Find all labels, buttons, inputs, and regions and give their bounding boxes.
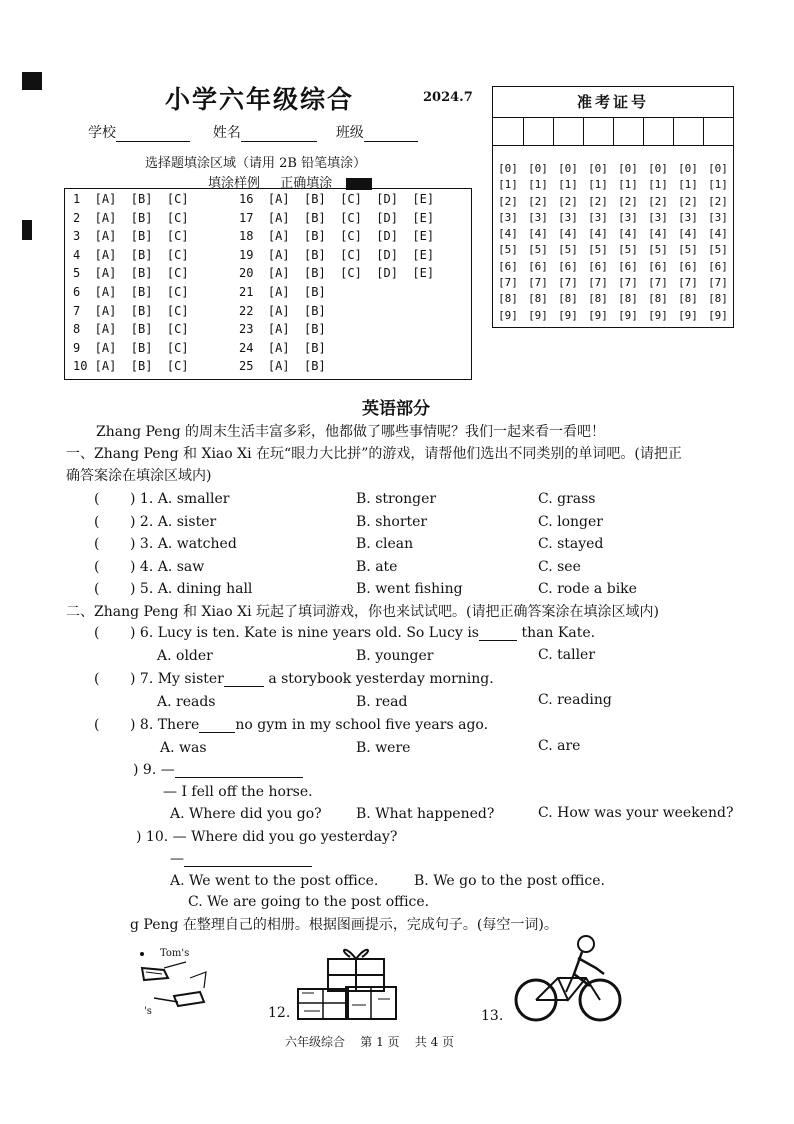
id-digit-bubble[interactable]: [1] (588, 178, 608, 192)
bicycle-icon (508, 932, 626, 1024)
id-digit-bubble[interactable]: [1] (618, 178, 638, 192)
id-digit-bubble[interactable]: [6] (708, 259, 728, 273)
gifts-picture (290, 945, 408, 1023)
q13-label: 13. (481, 1008, 504, 1024)
q8-paren: ( (94, 717, 100, 733)
intro-text: Zhang Peng 的周末生活丰富多彩，他都做了哪些事情呢？我们一起来看一看吧！ (96, 424, 606, 440)
id-digit-bubble[interactable]: [6] (498, 259, 518, 273)
registration-mark-side (22, 220, 32, 240)
q9-stem-text: ) 9. — (133, 762, 175, 778)
id-digit-bubble[interactable]: [6] (558, 259, 578, 273)
id-digit-bubble[interactable]: [4] (678, 227, 698, 241)
id-digit-bubble[interactable]: [8] (528, 292, 548, 306)
q8-stem (130, 717, 488, 733)
answer-row-left[interactable]: 8 [A] [B] [C] (73, 322, 189, 337)
answer-row-left[interactable]: 2 [A] [B] [C] (73, 210, 189, 225)
id-digit-box[interactable] (493, 117, 524, 146)
id-digit-bubble[interactable]: [2] (708, 194, 728, 208)
answer-row-right[interactable]: 18 [A] [B] [C] [D] [E] (239, 229, 435, 244)
q6-stem (130, 625, 595, 641)
id-digit-bubble[interactable]: [4] (648, 227, 668, 241)
id-digit-bubble[interactable]: [0] (708, 162, 728, 175)
answer-row-right[interactable]: 23 [A] [B] (239, 322, 326, 337)
id-digit-bubble[interactable]: [6] (618, 259, 638, 273)
id-digit-bubble[interactable]: [6] (648, 259, 668, 273)
q7-option-c: C. reading (538, 692, 612, 708)
page-footer: 六年级综合 第 1 页 共 4 页 (285, 1035, 455, 1049)
q3-option-b: B. clean (356, 536, 414, 552)
id-digit-column (613, 161, 643, 324)
id-digit-bubble[interactable]: [3] (588, 210, 608, 224)
q3-option-a: ) 3. A. watched (130, 536, 237, 552)
id-digit-bubble[interactable]: [9] (558, 308, 578, 322)
name-field[interactable] (241, 127, 317, 142)
answer-row-right[interactable]: 16 [A] [B] [C] [D] [E] (239, 192, 435, 206)
class-field[interactable] (364, 127, 418, 142)
gift-boxes-icon (290, 945, 408, 1023)
answer-row-right[interactable]: 17 [A] [B] [C] [D] [E] (239, 210, 435, 225)
exam-id-title: 准考证号 (493, 87, 733, 118)
q2-option-c: C. longer (538, 513, 603, 530)
id-digit-bubble[interactable]: [2] (558, 194, 578, 208)
id-digit-bubble[interactable]: [1] (648, 178, 668, 192)
id-digit-bubble[interactable]: [7] (618, 276, 638, 290)
id-digit-bubble[interactable]: [2] (528, 194, 548, 208)
id-digit-bubble[interactable]: [5] (708, 243, 728, 257)
answer-row-right[interactable]: 25 [A] [B] (239, 359, 326, 374)
toms-label: Tom's (160, 948, 190, 959)
q1-option-a: ) 1. A. smaller (130, 491, 230, 507)
school-field[interactable] (116, 127, 190, 142)
q12-label: 12. (268, 1005, 291, 1021)
q10-option-b: B. We go to the post office. (414, 873, 605, 889)
id-digit-bubble[interactable]: [4] (618, 227, 638, 241)
q5-option-b: B. went fishing (356, 581, 463, 597)
page-title: 小学六年级综合 (165, 85, 355, 114)
cyclist-picture (508, 932, 626, 1024)
q4-option-c: C. see (538, 558, 581, 575)
q2-option-a: ) 2. A. sister (130, 513, 217, 530)
school-label: 学校 (88, 125, 116, 141)
id-digit-bubble[interactable]: [9] (648, 308, 668, 322)
q9-option-b: B. What happened? (356, 806, 495, 822)
id-digit-bubble[interactable]: [1] (558, 178, 578, 192)
id-digit-column (673, 161, 703, 324)
q10-reply (170, 851, 312, 867)
owner-label: 's (144, 1006, 152, 1017)
q1-paren: ( (94, 491, 100, 507)
answer-row-left[interactable]: 4 [A] [B] [C] (73, 247, 189, 262)
id-digit-bubble[interactable]: [5] (618, 243, 638, 257)
q9-option-a: A. Where did you go? (170, 806, 322, 822)
id-digit-bubble[interactable]: [3] (708, 210, 728, 224)
part3-title: g Peng 在整理自己的相册。根据图画提示，完成句子。(每空一词)。 (130, 917, 558, 933)
id-digit-bubble[interactable]: [9] (618, 308, 638, 322)
q7-stem-b: a storybook yesterday morning. (268, 671, 494, 687)
answer-row-left[interactable]: 5 [A] [B] [C] (73, 266, 189, 281)
correct-label: 正确填涂 (280, 176, 333, 191)
class-label: 班级 (335, 125, 364, 141)
id-digit-bubble[interactable]: [0] (528, 162, 548, 175)
id-digit-bubble[interactable]: [4] (498, 227, 518, 241)
id-digit-bubble[interactable]: [7] (708, 276, 728, 290)
id-digit-bubble[interactable]: [3] (678, 210, 698, 224)
id-digit-box[interactable] (583, 117, 614, 146)
q1-option-c: C. grass (538, 491, 596, 507)
id-digit-bubble[interactable]: [2] (588, 194, 608, 208)
id-digit-bubble[interactable]: [4] (708, 227, 728, 241)
id-digit-bubble[interactable]: [9] (708, 308, 728, 322)
q7-paren: ( (94, 671, 100, 687)
id-digit-bubble[interactable]: [0] (618, 162, 638, 175)
id-digit-bubble[interactable]: [2] (648, 194, 668, 208)
id-digit-bubble[interactable]: [6] (678, 259, 698, 273)
q4-option-a: ) 4. A. saw (130, 558, 205, 575)
id-digit-bubble[interactable]: [1] (528, 178, 548, 192)
id-digit-bubble[interactable]: [7] (498, 276, 518, 290)
id-digit-bubble[interactable]: [2] (618, 194, 638, 208)
q4-paren: ( (94, 558, 100, 575)
id-digit-bubble[interactable]: [8] (678, 292, 698, 306)
exam-date: 2024.7 (423, 90, 473, 105)
id-digit-bubble[interactable]: [8] (498, 292, 518, 306)
student-fields (88, 122, 418, 142)
id-digit-bubble[interactable]: [5] (648, 243, 668, 257)
id-digit-bubble[interactable]: [1] (498, 178, 518, 192)
q6-stem-b: than Kate. (521, 625, 596, 641)
id-digit-box[interactable] (703, 117, 733, 146)
id-digit-bubble[interactable]: [3] (498, 210, 518, 224)
q6-blank[interactable] (479, 626, 517, 641)
q6-paren: ( (94, 625, 100, 641)
answer-sheet (64, 188, 472, 380)
id-digit-bubble[interactable]: [1] (678, 178, 698, 192)
answer-row-left[interactable]: 1 [A] [B] [C] (73, 192, 189, 206)
name-label: 姓名 (212, 125, 241, 141)
id-digit-bubble[interactable]: [2] (678, 194, 698, 208)
id-digit-bubble[interactable]: [3] (648, 210, 668, 224)
id-digit-bubble[interactable]: [4] (528, 227, 548, 241)
q4-option-b: B. ate (356, 558, 398, 575)
id-digit-box[interactable] (553, 117, 584, 146)
id-digit-bubble[interactable]: [0] (498, 162, 518, 175)
id-digit-bubble[interactable]: [7] (528, 276, 548, 290)
id-digit-bubble[interactable]: [8] (648, 292, 668, 306)
id-digit-bubble[interactable]: [7] (648, 276, 668, 290)
id-digit-bubble[interactable]: [7] (678, 276, 698, 290)
id-digit-bubble[interactable]: [5] (528, 243, 548, 257)
id-digit-bubble[interactable]: [9] (528, 308, 548, 322)
id-digit-bubble[interactable]: [8] (558, 292, 578, 306)
id-digit-column (523, 161, 553, 324)
q2-option-b: B. shorter (356, 513, 428, 530)
id-digit-bubble[interactable]: [3] (558, 210, 578, 224)
id-digit-bubble[interactable]: [7] (558, 276, 578, 290)
q7-stem (130, 671, 494, 687)
q8-option-a: A. was (160, 740, 207, 756)
q6-option-b: B. younger (356, 648, 434, 664)
q8-option-b: B. were (356, 740, 411, 756)
q6-stem-a: ) 6. Lucy is ten. Kate is nine years old. So Lucy is (130, 625, 479, 641)
id-digit-bubble[interactable]: [5] (678, 243, 698, 257)
id-digit-column (553, 161, 583, 324)
q9-stem (133, 762, 303, 778)
id-digit-bubble[interactable]: [0] (648, 162, 668, 175)
answer-row-left[interactable]: 9 [A] [B] [C] (73, 340, 189, 355)
q2-paren: ( (94, 513, 100, 530)
id-digit-bubble[interactable]: [9] (678, 308, 698, 322)
part1-title-line1: 一、Zhang Peng 和 Xiao Xi 在玩“眼力大比拼”的游戏，请帮他们选出不同类别的单词吧。(请把正 (66, 446, 682, 462)
sample-label: 填涂样例 (208, 176, 261, 191)
q3-option-c: C. stayed (538, 536, 604, 552)
q8-option-c: C. are (538, 738, 581, 754)
id-digit-bubble[interactable]: [7] (588, 276, 608, 290)
id-digit-column (643, 161, 673, 324)
answer-row-left[interactable]: 7 [A] [B] [C] (73, 303, 189, 318)
answer-row-left[interactable]: 3 [A] [B] [C] (73, 229, 189, 244)
q6-option-c: C. taller (538, 647, 596, 663)
id-digit-bubble[interactable]: [8] (708, 292, 728, 306)
id-digit-bubble[interactable]: [9] (588, 308, 608, 322)
id-digit-bubble[interactable]: [8] (618, 292, 638, 306)
id-digit-bubble[interactable]: [2] (498, 194, 518, 208)
q7-option-b: B. read (356, 694, 408, 710)
answer-row-right[interactable]: 22 [A] [B] (239, 303, 326, 318)
answer-row-right[interactable]: 19 [A] [B] [C] [D] [E] (239, 247, 435, 262)
q10-reply-dash: — (170, 851, 184, 867)
id-digit-bubble[interactable]: [8] (588, 292, 608, 306)
answer-instruction: 选择题填涂区域（请用 2B 铅笔填涂） (145, 156, 367, 171)
part2-title: 二、Zhang Peng 和 Xiao Xi 玩起了填词游戏，你也来试试吧。(请把正确答案涂在填涂区域内) (66, 604, 659, 620)
id-digit-bubble[interactable]: [4] (588, 227, 608, 241)
id-digit-box[interactable] (523, 117, 554, 146)
q10-option-a: A. We went to the post office. (170, 873, 379, 889)
q10-blank[interactable] (184, 852, 312, 867)
answer-row-right[interactable]: 21 [A] [B] (239, 285, 326, 299)
q8-stem-b: no gym in my school five years ago. (235, 717, 489, 733)
id-digit-bubble[interactable]: [6] (588, 259, 608, 273)
q5-option-c: C. rode a bike (538, 581, 637, 597)
id-digit-column (703, 161, 733, 324)
id-digit-box[interactable] (643, 117, 674, 146)
shoes-picture (134, 940, 214, 1020)
q1-option-b: B. stronger (356, 491, 437, 507)
q9-option-c: C. How was your weekend? (538, 805, 734, 821)
section-title: 英语部分 (362, 399, 430, 419)
q8-blank[interactable] (199, 718, 235, 733)
q5-option-a: ) 5. A. dining hall (130, 581, 253, 597)
id-digit-bubble[interactable]: [9] (498, 308, 518, 322)
q9-reply: — I fell off the horse. (163, 784, 313, 800)
id-digit-bubble[interactable]: [6] (528, 259, 548, 273)
exam-id-box (492, 86, 734, 328)
id-digit-bubble[interactable]: [5] (588, 243, 608, 257)
id-digit-bubble[interactable]: [1] (708, 178, 728, 192)
id-digit-bubble[interactable]: [0] (588, 162, 608, 175)
id-digit-bubble[interactable]: [0] (558, 162, 578, 175)
q9-blank[interactable] (175, 763, 303, 778)
id-digit-bubble[interactable]: [3] (528, 210, 548, 224)
q7-option-a: A. reads (157, 694, 216, 710)
part1-title-line2: 确答案涂在填涂区域内) (66, 468, 212, 484)
id-digit-bubble[interactable]: [5] (558, 243, 578, 257)
id-digit-bubble[interactable]: [0] (678, 162, 698, 175)
answer-row-left[interactable]: 6 [A] [B] [C] (73, 285, 189, 299)
id-digit-bubble[interactable]: [5] (498, 243, 518, 257)
q7-stem-a: ) 7. My sister (130, 671, 224, 687)
q6-option-a: A. older (157, 648, 213, 664)
id-digit-box[interactable] (673, 117, 704, 146)
answer-row-right[interactable]: 24 [A] [B] (239, 340, 326, 355)
q3-paren: ( (94, 536, 100, 552)
id-digit-bubble[interactable]: [4] (558, 227, 578, 241)
id-digit-column (493, 161, 523, 324)
id-digit-bubble[interactable]: [3] (618, 210, 638, 224)
answer-row-left[interactable]: 10 [A] [B] [C] (73, 359, 189, 374)
id-digit-column (583, 161, 613, 324)
registration-mark-top (22, 72, 42, 90)
q10-option-c: C. We are going to the post office. (188, 894, 430, 910)
answer-row-right[interactable]: 20 [A] [B] [C] [D] [E] (239, 266, 435, 281)
q5-paren: ( (94, 581, 100, 597)
q10-stem: ) 10. — Where did you go yesterday? (136, 829, 398, 845)
q7-blank[interactable] (224, 672, 264, 687)
id-digit-box[interactable] (613, 117, 644, 146)
q8-stem-a: ) 8. There (130, 717, 200, 733)
